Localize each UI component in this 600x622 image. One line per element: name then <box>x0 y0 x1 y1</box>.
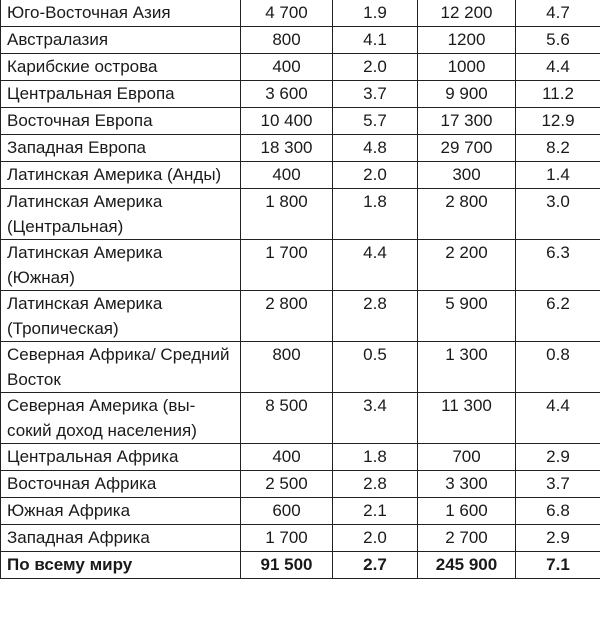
value-cell-v1: 10 400 <box>241 108 333 135</box>
value-cell-v1: 2 800 <box>241 291 333 342</box>
table-row <box>1 0 600 27</box>
value-cell-v4: 5.6 <box>516 27 600 54</box>
table-row <box>1 240 600 291</box>
value-cell-v3: 245 900 <box>418 552 516 579</box>
table-row <box>1 135 600 162</box>
value-cell-v1: 800 <box>241 27 333 54</box>
value-cell-v3: 9 900 <box>418 81 516 108</box>
region-cell: Северная Америка (вы-сокий доход населения) <box>1 393 241 444</box>
table-row <box>1 342 600 393</box>
value-cell-v2: 5.7 <box>333 108 418 135</box>
table-row <box>1 444 600 471</box>
region-cell: Западная Африка <box>1 525 241 552</box>
region-cell: Восточная Африка <box>1 471 241 498</box>
value-cell-v2: 1.8 <box>333 189 418 240</box>
value-cell-v1: 3 600 <box>241 81 333 108</box>
value-cell-v3: 1 300 <box>418 342 516 393</box>
value-cell-v4: 4.7 <box>516 0 600 27</box>
value-cell-v2: 3.4 <box>333 393 418 444</box>
region-cell: Латинская Америка (Южная) <box>1 240 241 291</box>
value-cell-v2: 2.0 <box>333 54 418 81</box>
value-cell-v3: 300 <box>418 162 516 189</box>
table-row <box>1 162 600 189</box>
value-cell-v1: 2 500 <box>241 471 333 498</box>
value-cell-v2: 2.0 <box>333 162 418 189</box>
value-cell-v4: 11.2 <box>516 81 600 108</box>
value-cell-v1: 600 <box>241 498 333 525</box>
value-cell-v3: 17 300 <box>418 108 516 135</box>
value-cell-v3: 2 200 <box>418 240 516 291</box>
value-cell-v4: 0.8 <box>516 342 600 393</box>
value-cell-v4: 6.8 <box>516 498 600 525</box>
value-cell-v2: 2.8 <box>333 291 418 342</box>
value-cell-v3: 2 800 <box>418 189 516 240</box>
region-cell: Юго-Восточная Азия <box>1 0 241 27</box>
value-cell-v2: 1.8 <box>333 444 418 471</box>
value-cell-v4: 2.9 <box>516 525 600 552</box>
value-cell-v3: 1000 <box>418 54 516 81</box>
value-cell-v3: 11 300 <box>418 393 516 444</box>
value-cell-v4: 7.1 <box>516 552 600 579</box>
region-cell: Центральная Европа <box>1 81 241 108</box>
value-cell-v1: 800 <box>241 342 333 393</box>
value-cell-v3: 1200 <box>418 27 516 54</box>
value-cell-v4: 3.7 <box>516 471 600 498</box>
region-cell: Латинская Америка (Тропическая) <box>1 291 241 342</box>
region-cell: Южная Африка <box>1 498 241 525</box>
region-cell: Восточная Европа <box>1 108 241 135</box>
value-cell-v1: 1 700 <box>241 525 333 552</box>
value-cell-v4: 8.2 <box>516 135 600 162</box>
value-cell-v2: 3.7 <box>333 81 418 108</box>
value-cell-v3: 5 900 <box>418 291 516 342</box>
table-row <box>1 27 600 54</box>
value-cell-v2: 2.8 <box>333 471 418 498</box>
region-cell: Западная Европа <box>1 135 241 162</box>
table-row <box>1 525 600 552</box>
table-row <box>1 471 600 498</box>
value-cell-v2: 2.1 <box>333 498 418 525</box>
region-cell: Северная Африка/ Средний Восток <box>1 342 241 393</box>
value-cell-v4: 4.4 <box>516 54 600 81</box>
value-cell-v2: 0.5 <box>333 342 418 393</box>
value-cell-v4: 6.2 <box>516 291 600 342</box>
value-cell-v4: 1.4 <box>516 162 600 189</box>
value-cell-v2: 1.9 <box>333 0 418 27</box>
table-row <box>1 108 600 135</box>
value-cell-v1: 18 300 <box>241 135 333 162</box>
value-cell-v3: 29 700 <box>418 135 516 162</box>
value-cell-v3: 1 600 <box>418 498 516 525</box>
table-row <box>1 291 600 342</box>
value-cell-v2: 2.7 <box>333 552 418 579</box>
region-cell: Австралазия <box>1 27 241 54</box>
value-cell-v1: 400 <box>241 54 333 81</box>
table-row <box>1 189 600 240</box>
value-cell-v4: 4.4 <box>516 393 600 444</box>
value-cell-v2: 4.8 <box>333 135 418 162</box>
value-cell-v2: 4.1 <box>333 27 418 54</box>
region-cell: Карибские острова <box>1 54 241 81</box>
value-cell-v1: 8 500 <box>241 393 333 444</box>
value-cell-v3: 12 200 <box>418 0 516 27</box>
table-row <box>1 393 600 444</box>
region-cell: По всему миру <box>1 552 241 579</box>
table-row <box>1 498 600 525</box>
value-cell-v2: 2.0 <box>333 525 418 552</box>
value-cell-v4: 2.9 <box>516 444 600 471</box>
region-cell: Центральная Африка <box>1 444 241 471</box>
value-cell-v1: 400 <box>241 444 333 471</box>
value-cell-v4: 6.3 <box>516 240 600 291</box>
value-cell-v4: 3.0 <box>516 189 600 240</box>
value-cell-v3: 3 300 <box>418 471 516 498</box>
value-cell-v1: 4 700 <box>241 0 333 27</box>
table-row <box>1 81 600 108</box>
value-cell-v4: 12.9 <box>516 108 600 135</box>
value-cell-v1: 1 800 <box>241 189 333 240</box>
value-cell-v2: 4.4 <box>333 240 418 291</box>
value-cell-v1: 1 700 <box>241 240 333 291</box>
value-cell-v1: 91 500 <box>241 552 333 579</box>
table-row <box>1 54 600 81</box>
region-cell: Латинская Америка (Анды) <box>1 162 241 189</box>
value-cell-v1: 400 <box>241 162 333 189</box>
total-row <box>1 552 600 579</box>
region-cell: Латинская Америка (Центральная) <box>1 189 241 240</box>
value-cell-v3: 2 700 <box>418 525 516 552</box>
value-cell-v3: 700 <box>418 444 516 471</box>
